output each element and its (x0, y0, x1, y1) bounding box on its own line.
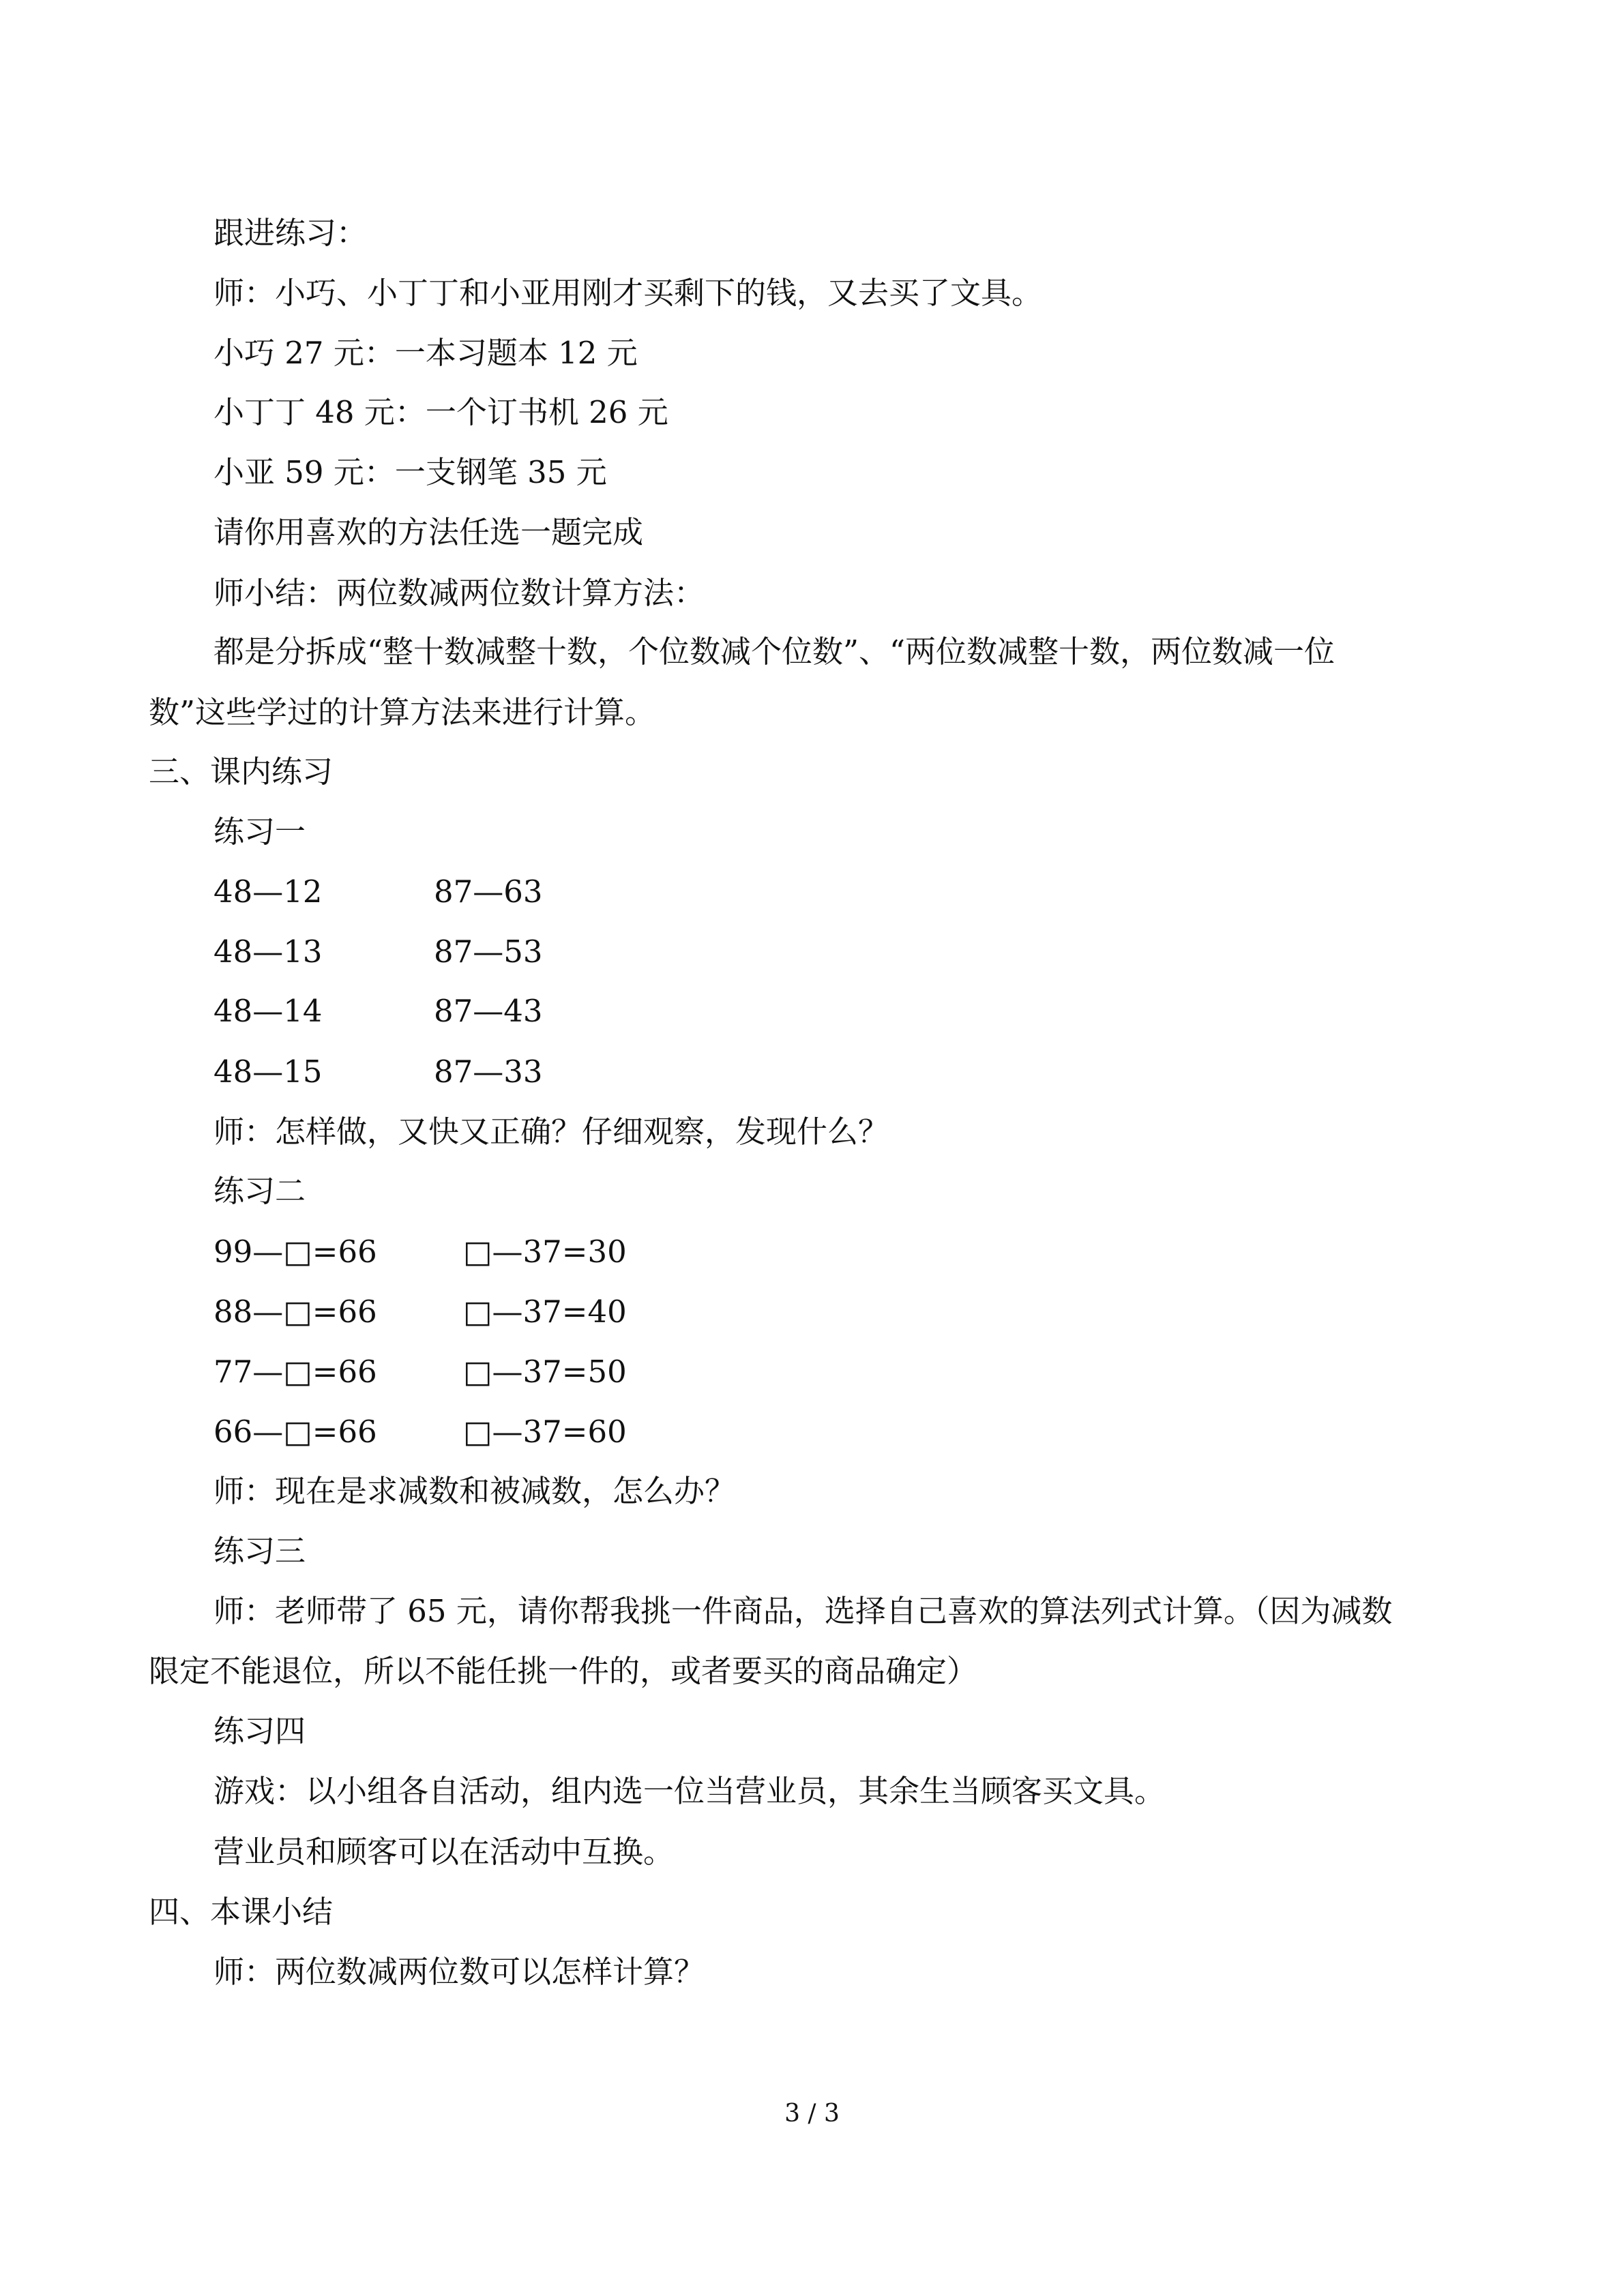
exercise-3-line-2: 限定不能退位，所以不能任挑一件的，或者要买的商品确定） (149, 1653, 978, 1689)
exercise-2-left-4: 66—□=66 (213, 1414, 377, 1450)
exercise-1-left-1: 48—12 (213, 874, 323, 910)
exercise-2-left-1: 99—□=66 (213, 1234, 377, 1270)
exercise-1-right-4: 87—33 (434, 1054, 543, 1090)
exercise-4-line-1: 游戏：以小组各自活动，组内选一位当营业员，其余生当顾客买文具。 (213, 1773, 1166, 1809)
follow-up-heading: 跟进练习： (213, 215, 368, 251)
exercise-4-title: 练习四 (213, 1713, 306, 1749)
exercise-1-left-4: 48—15 (213, 1054, 323, 1090)
exercise-2-left-2: 88—□=66 (213, 1294, 377, 1330)
exercise-2-right-4: □—37=60 (463, 1414, 627, 1450)
page-number: 3 / 3 (784, 2100, 840, 2128)
exercise-3-title: 练习三 (213, 1533, 306, 1569)
summary-line-2: 数”这些学过的计算方法来进行计算。 (149, 694, 656, 730)
exercise-3-line-1: 师：老师带了 65 元，请你帮我挑一件商品，选择自己喜欢的算法列式计算。（因为减数 (213, 1593, 1393, 1629)
exercise-1-title: 练习一 (213, 814, 306, 850)
purchase-item-xiaoqiao: 小巧 27 元：一本习题本 12 元 (213, 335, 638, 371)
purchase-item-xiaoya: 小亚 59 元：一支钢笔 35 元 (213, 454, 607, 490)
instruction: 请你用喜欢的方法任选一题完成 (213, 514, 644, 550)
exercise-1-left-3: 48—14 (213, 993, 323, 1029)
exercise-1-right-1: 87—63 (434, 874, 543, 910)
exercise-2-left-3: 77—□=66 (213, 1354, 377, 1390)
exercise-2-title: 练习二 (213, 1173, 306, 1209)
exercise-2-right-2: □—37=40 (463, 1294, 627, 1330)
purchase-item-xiaodingding: 小丁丁 48 元：一个订书机 26 元 (213, 394, 668, 430)
exercise-1-left-2: 48—13 (213, 934, 323, 970)
exercise-1-right-3: 87—43 (434, 993, 543, 1029)
exercise-1-right-2: 87—53 (434, 934, 543, 970)
section-4-question: 师：两位数减两位数可以怎样计算？ (213, 1954, 705, 1990)
teacher-intro: 师：小巧、小丁丁和小亚用刚才买剩下的钱，又去买了文具。 (213, 275, 1043, 311)
summary-title: 师小结：两位数减两位数计算方法： (213, 575, 705, 611)
section-3-heading: 三、课内练习 (149, 754, 334, 790)
exercise-4-line-2: 营业员和顾客可以在活动中互换。 (213, 1834, 675, 1870)
exercise-2-right-3: □—37=50 (463, 1354, 627, 1390)
exercise-2-right-1: □—37=30 (463, 1234, 627, 1270)
section-4-heading: 四、本课小结 (149, 1894, 334, 1930)
exercise-2-question: 师：现在是求减数和被减数，怎么办？ (213, 1473, 736, 1509)
summary-line-1: 都是分拆成“整十数减整十数，个位数减个位数”、“两位数减整十数，两位数减一位 (213, 633, 1335, 670)
exercise-1-question: 师：怎样做，又快又正确？仔细观察，发现什么？ (213, 1114, 889, 1150)
